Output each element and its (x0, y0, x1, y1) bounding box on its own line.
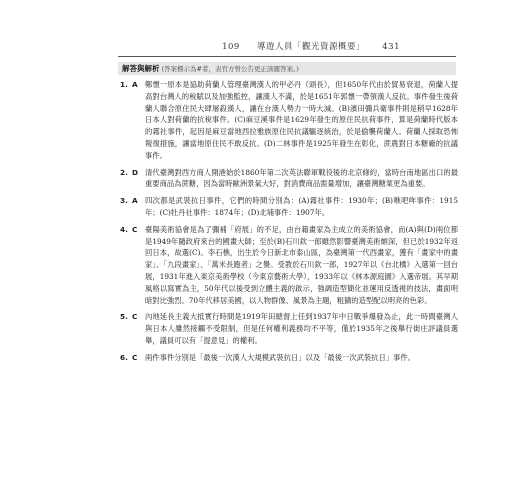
answer-letter: C (132, 352, 138, 362)
answer-letter: C (132, 312, 138, 322)
running-head (0, 40, 400, 52)
question-number: 4. (120, 224, 128, 234)
section-heading-bar (118, 62, 456, 75)
answer-letter: D (132, 167, 139, 177)
question-number: 3. (120, 196, 128, 206)
section-note: (答案標示為#者，表官方曾公告更正該題答案。) (161, 65, 299, 73)
page-number: 109 (222, 42, 240, 52)
answer-item (118, 224, 458, 307)
question-number: 5. (120, 312, 128, 322)
answer-list (118, 79, 458, 369)
question-number: 1. (120, 80, 128, 89)
question-number: 2. (120, 167, 128, 177)
question-number: 6. (120, 352, 128, 362)
answer-explanation: 四次都是武裝抗日事件，它們的時間分別為：(A)霧社事件：1930年；(B)噍吧哖事件：1915年；(C)牡丹社事件：1874年；(D)北埔事件：1907年。 (145, 196, 458, 217)
answer-item (118, 79, 458, 162)
header-rule (118, 56, 456, 57)
page-number-right: 431 (382, 42, 400, 52)
answer-explanation: 內地延長主義大抵實行時間是1919年田總督上任到1937年中日戰爭爆發為止，此一時間臺灣人與日本人雖然接觸不受限制，但是任何權利義務均不平等，僅於1935年之後舉行街庄評議員選舉，議員可以有「提意見」的權利。 (145, 312, 458, 345)
answer-letter: A (132, 196, 138, 206)
answer-explanation: 兩件事件分別是「最後一次漢人大規模武裝抗日」以及「最後一次武裝抗日」事件。 (145, 352, 415, 362)
section-heading: 解答與解析 (122, 64, 160, 73)
answer-letter: C (132, 224, 138, 234)
answer-explanation: 臺陽美術協會是為了彌補「府展」的不足，由台籍畫家為主成立的美術協會，而(A)與(D)兩位都是1949年隨政府來台的國畫大師；至於(B)石川欽一郎雖然影響臺灣美術頗深，但已於1932年返回日本，故選(C)。李石樵，出生於今日新北市泰山區，為臺灣第一代西畫家，獲有「畫家中的畫家」、「九段畫家」、「萬米長跑者」之譽。受教於石川欽一郎，1927年以《台北橋》入選第一回台展，1931年進入東京美術學校（今東京藝術大學），1933年以《林本源庭園》入選帝展。其早期風格以寫實為主，50年代以後受到立體主義的啟示，強調造型簡化並運用反透視的技法，畫面明暗對比強烈。70年代移居美國，以人物群像、風景為主題，粗獷的造型配以明亮的色彩。 (145, 224, 458, 305)
book-title: 導遊人員「觀光資源概要」 (257, 42, 366, 52)
answer-item (118, 195, 458, 219)
answer-explanation: 鄭懷一原本是協助荷蘭人管理臺灣漢人的甲必丹（頭長），但1650年代由於貿易衰退，荷蘭人提高對台灣人的稅賦以及加強監控，讓漢人不滿，於是1651年郭懷一帶領漢人反抗。事件發生後荷蘭人聯合原住民大肆屠殺漢人，讓在台漢人勢力一時大減。(B)濱田彌兵衛事件則是稍早1628年日本人對荷蘭的抗稅事件。(C)麻豆溪事件是1629年發生的原住民抗荷事件，算是荷蘭時代版本的霧社事件，起因是麻豆當地西拉雅族原住民抗議驅逐統治，於是偷襲荷蘭人。荷蘭人採取恐怖報復措施，讓當地原住民不敢反抗。(D)二林事件是1925年發生在彰化，蔗農對日本糖廠的抗議事件。 (145, 80, 458, 160)
answer-item (118, 352, 458, 364)
answer-explanation: 清代臺灣對西方商人開港始於1860年第二次英法聯軍戰役後的北京條約，當時台南地區出口的最重要商品為蔗糖，因為當時歐洲景氣大好，對消費商品需量增加，讓臺灣糖業更為重要。 (145, 167, 458, 189)
answer-item (118, 167, 458, 191)
answer-item (118, 311, 458, 346)
answer-letter: A (132, 80, 138, 89)
